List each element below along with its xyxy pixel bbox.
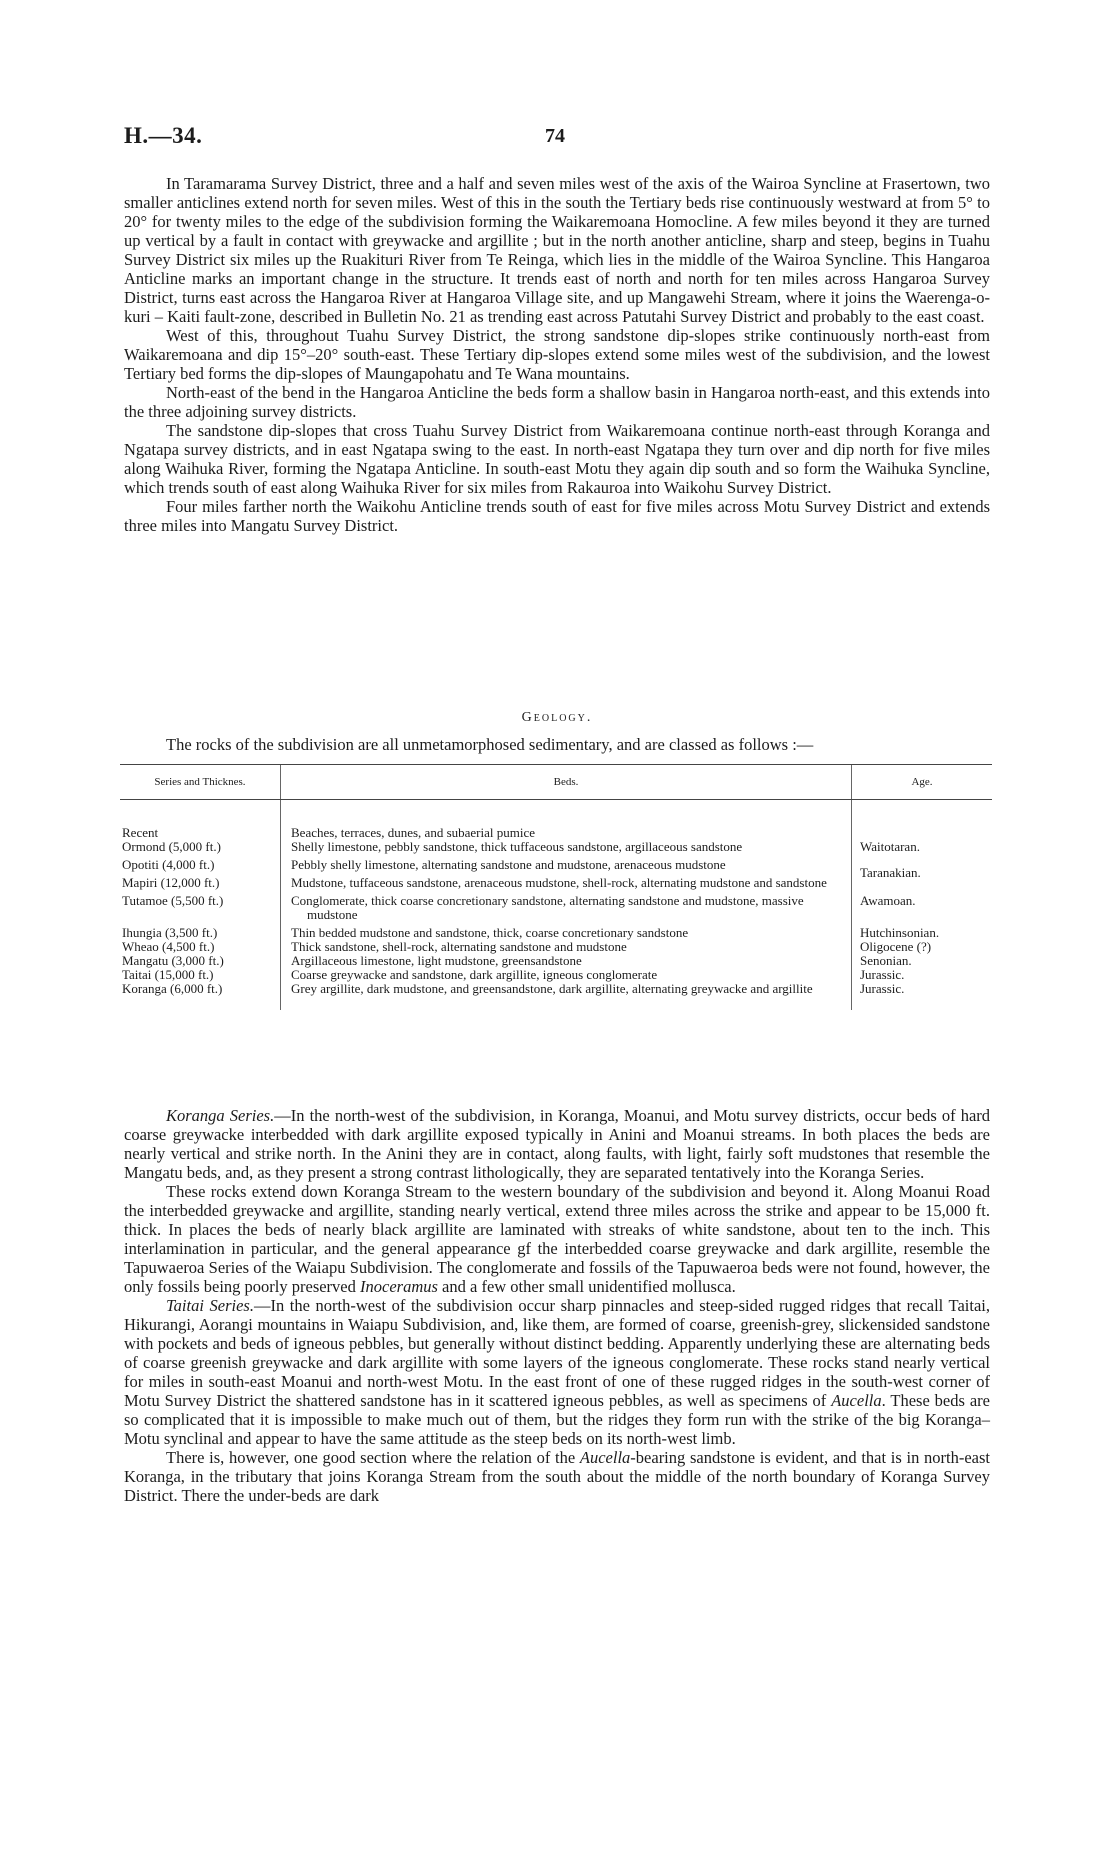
table-row bbox=[120, 940, 992, 954]
koranga-series-label: Koranga Series. bbox=[166, 1106, 275, 1125]
taitai-series-label: Taitai Series. bbox=[166, 1296, 254, 1315]
paragraph: The sandstone dip-slopes that cross Tuahu Survey District from Waikaremoana continue north-east through Koranga and Ngatapa survey districts, and in east Ngatapa swing to the east. In north-east Ngatapa they turn over and dip north for five miles along Waihuka River, forming the Ngatapa Anticline. In south-east Motu they again dip south and so form the Waihuka Syncline, which trends south of east along Waihuka River for six miles from Rakauroa into Waikohu Survey District. bbox=[124, 421, 990, 497]
table-row bbox=[120, 982, 992, 1010]
age-cell: Awamoan. bbox=[860, 893, 916, 908]
fossil-name: Aucella bbox=[579, 1448, 631, 1467]
age-cell: Hutchinsonian. bbox=[860, 925, 940, 940]
beds-cell: Grey argillite, dark mudstone, and greensandstone, dark argillite, alternating greywacke and argillite bbox=[291, 981, 813, 996]
section-paragraph: There is, however, one good section where the relation of the Aucella-bearing sandstone is evident, and that is in north-east Koranga, in the tributary that joins Koranga Stream from the south about the middle of the north boundary of Koranga Survey District. There the under-beds are dark bbox=[124, 1448, 991, 1505]
age-cell: Senonian. bbox=[860, 953, 912, 968]
document-code: H.—34. bbox=[124, 123, 203, 148]
beds-cell: Conglomerate, thick coarse concretionary sandstone, alternating sandstone and mudstone, massive mudstone bbox=[291, 893, 804, 922]
beds-cell: Shelly limestone, pebbly sandstone, thick tuffaceous sandstone, argillaceous sandstone bbox=[291, 839, 743, 854]
age-cell: Jurassic. bbox=[860, 981, 905, 996]
paragraph: West of this, throughout Tuahu Survey District, the strong sandstone dip-slopes strike continuously north-east from Waikaremoana and dip 15°–20° south-east. These Tertiary dip-slopes extend some miles west of the subdivision, and the lowest Tertiary bed forms the dip-slopes of Maungapohatu and Te Wana mountains. bbox=[124, 326, 990, 383]
beds-cell: Argillaceous limestone, light mudstone, greensandstone bbox=[291, 953, 582, 968]
beds-cell: Coarse greywacke and sandstone, dark argillite, igneous conglomerate bbox=[291, 967, 658, 982]
beds-cell: Mudstone, tuffaceous sandstone, arenaceous mudstone, shell-rock, alternating mudstone and sandstone bbox=[291, 875, 827, 890]
koranga-paragraph: Koranga Series.—In the north-west of the subdivision, in Koranga, Moanui, and Motu survey districts, occur beds of hard coarse greywacke interbedded with dark argillite exposed typically in Anini and Moanui streams. In both places the beds are nearly vertical and strike north. In the Anini they are in contact, along faults, with light, fairly soft mudstones that resemble the Mangatu beds, and, as they present a strong contrast lithologically, they are separated tentatively into the Koranga Series. bbox=[124, 1106, 991, 1182]
section-heading: Geology. bbox=[521, 710, 593, 725]
table-row bbox=[120, 840, 992, 858]
age-cell: Oligocene (?) bbox=[860, 939, 932, 954]
beds-cell: Thick sandstone, shell-rock, alternating sandstone and mudstone bbox=[291, 939, 627, 954]
beds-cell: Beaches, terraces, dunes, and subaerial pumice bbox=[291, 825, 536, 840]
rock-classification-table bbox=[120, 764, 992, 1010]
series-cell: Opotiti (4,000 ft.) bbox=[122, 857, 215, 872]
table-row bbox=[120, 926, 992, 940]
intro-line: The rocks of the subdivision are all unmetamorphosed sedimentary, and are classed as follows :— bbox=[166, 735, 814, 754]
table-row bbox=[120, 954, 992, 968]
page-number: 74 bbox=[545, 125, 565, 147]
paragraph: Four miles farther north the Waikohu Anticline trends south of east for five miles across Motu Survey District and extends three miles into Mangatu Survey District. bbox=[124, 497, 990, 535]
series-cell: Tutamoe (5,500 ft.) bbox=[122, 893, 224, 908]
series-cell: Koranga (6,000 ft.) bbox=[122, 981, 223, 996]
age-cell: Waitotaran. bbox=[860, 839, 920, 854]
series-cell: Recent bbox=[122, 825, 159, 840]
column-header-age: Age. bbox=[852, 765, 993, 800]
series-cell: Ihungia (3,500 ft.) bbox=[122, 925, 218, 940]
koranga-paragraph-2: These rocks extend down Koranga Stream to the western boundary of the subdivision and beyond it. Along Moanui Road the interbedded greywacke and argillite, standing nearly vertical, extend three miles across the strike and appear to be 15,000 ft. thick. In places the beds of nearly black argillite are laminated with streaks of white sandstone, about ten to the inch. This interlamination in particular, and the general appearance gf the interbedded coarse greywacke and dark argillite, resemble the Tapuwaeroa Series of the Waiapu Subdivision. The conglomerate and fossils of the Tapuwaeroa beds were not found, however, the only fossils being poorly preserved Inoceramus and a few other small unidentified mollusca. bbox=[124, 1182, 990, 1296]
series-cell: Ormond (5,000 ft.) bbox=[122, 839, 221, 854]
series-cell: Mangatu (3,000 ft.) bbox=[122, 953, 224, 968]
column-header-beds: Beds. bbox=[281, 765, 852, 800]
age-cell: Jurassic. bbox=[860, 967, 905, 982]
paragraph: In Taramarama Survey District, three and a half and seven miles west of the axis of the Wairoa Syncline at Frasertown, two smaller anticlines extend north for seven miles. West of this in the south the Tertiary beds rise continuously westward at from 5° to 20° for twenty miles to the edge of the subdivision forming the Waikaremoana Homocline. A few miles beyond it they are turned up vertical by a fault in contact with greywacke and argillite ; but in the north another anticline, sharp and steep, begins in Tuahu Survey District six miles up the Ruakituri River from Te Reinga, which lies in the middle of the Wairoa Syncline. This Hangaroa Anticline marks an important change in the structure. It trends east of north and north for ten miles across Hangaroa Survey District, turns east across the Hangaroa River at Hangaroa Village site, and up Mangawehi Stream, where it joins the Waerenga-o-kuri – Kaiti fault-zone, described in Bulletin No. 21 as trending east across Patutahi Survey District and probably to the east coast. bbox=[124, 174, 990, 326]
structure-section bbox=[124, 174, 990, 535]
series-cell: Mapiri (12,000 ft.) bbox=[122, 875, 220, 890]
table-row bbox=[120, 894, 992, 926]
fossil-name: Inoceramus bbox=[360, 1277, 438, 1296]
table-row bbox=[120, 968, 992, 982]
fossil-name: Aucella bbox=[831, 1391, 882, 1410]
series-cell: Taitai (15,000 ft.) bbox=[122, 967, 214, 982]
table-row bbox=[120, 876, 992, 894]
series-cell: Wheao (4,500 ft.) bbox=[122, 939, 215, 954]
beds-cell: Thin bedded mudstone and sandstone, thick, coarse concretionary sandstone bbox=[291, 925, 689, 940]
taitai-paragraph: Taitai Series.—In the north-west of the subdivision occur sharp pinnacles and steep-sided rugged ridges that recall Taitai, Hikurangi, Aorangi mountains in Waiapu Subdivision, and, like them, are formed of coarse, greenish-grey, slickensided sandstone with pockets and beds of igneous pebbles, but generally without distinct bedding. Apparently underlying these are alternating beds of coarse greenish greywacke and dark argillite with some layers of the igneous conglomerate. These rocks stand nearly vertical for miles in south-east Moanui and north-west Motu. In the east front of one of these rugged ridges in the south-west corner of Motu Survey District the shattered sandstone has in it scattered igneous pebbles, as well as specimens of Aucella. These beds are so complicated that it is impossible to make much out of them, but the ridges they form run with the strike of the big Koranga–Motu synclinal and appear to have the same attitude as the steep beds on its north-west limb. bbox=[124, 1296, 990, 1448]
table-row bbox=[120, 826, 992, 840]
series-descriptions bbox=[124, 1106, 990, 1505]
beds-cell: Pebbly shelly limestone, alternating sandstone and mudstone, arenaceous mudstone bbox=[291, 857, 726, 872]
paragraph: North-east of the bend in the Hangaroa Anticline the beds form a shallow basin in Hangaroa north-east, and this extends into the three adjoining survey districts. bbox=[124, 383, 990, 421]
age-cell: Taranakian. bbox=[860, 865, 921, 880]
column-header-series: Series and Thicknes. bbox=[120, 765, 281, 800]
